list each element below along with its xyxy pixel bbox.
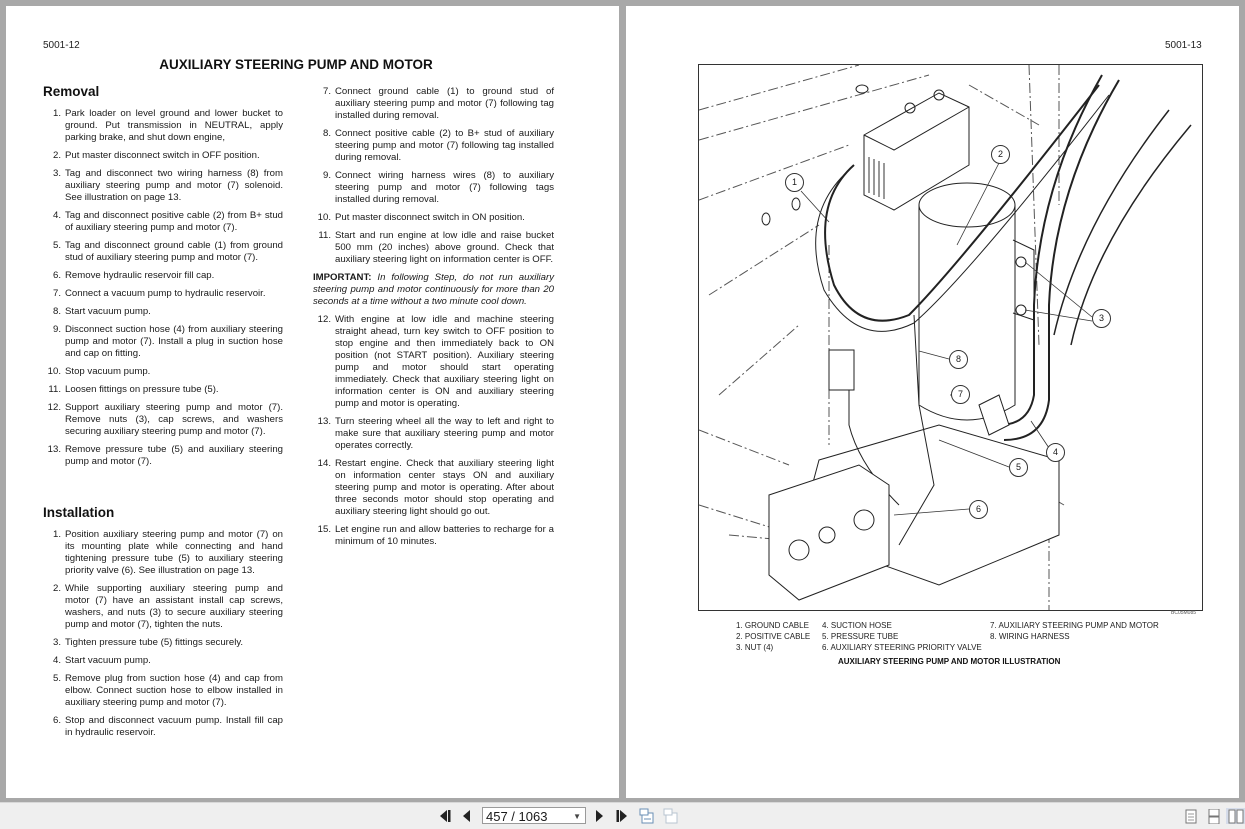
step: 1. Park loader on level ground and lower bucket to ground. Put transmission in NEUTRAL, apply parking brake, and shut down engine,	[52, 108, 283, 143]
installation-steps-continued	[313, 86, 554, 266]
step: 3. Tighten pressure tube (5) fittings securely.	[52, 637, 244, 648]
callout-8: 8	[949, 350, 968, 369]
step: 14. Restart engine. Check that auxiliary steering light on information center stays ON and auxiliary steering pump and motor is operating. After about three seconds motor should stop operating and auxiliary steering light should go out.	[317, 458, 554, 517]
step: 6. Remove hydraulic reservoir fill cap.	[52, 270, 215, 281]
step: 9. Connect wiring harness wires (8) to auxiliary steering pump and motor (7) following tags installed during removal.	[322, 170, 554, 205]
step: 5. Remove plug from suction hose (4) and cap from elbow. Connect suction hose to elbow installed in auxiliary steering pump and motor (7).	[52, 673, 283, 708]
step: 7. Connect a vacuum pump to hydraulic reservoir.	[52, 288, 266, 299]
legend-col-1: 1. GROUND CABLE 2. POSITIVE CABLE 3. NUT (4)	[736, 621, 811, 652]
step: 8. Connect positive cable (2) to B+ stud of auxiliary steering pump and motor (7) following tag installed during removal.	[322, 128, 554, 163]
next-page-icon	[595, 810, 604, 822]
callout-4: 4	[1046, 443, 1065, 462]
step: 1. Position auxiliary steering pump and motor (7) on its mounting plate while connecting and hand tightening pressure tube (5) to auxiliary steering priority valve (6). See illustration on page 13.	[52, 529, 283, 576]
step: 13. Remove pressure tube (5) and auxiliary steering pump and motor (7).	[47, 444, 283, 467]
step: 15. Let engine run and allow batteries to recharge for a minimum of 10 minutes.	[317, 524, 554, 547]
viewer-toolbar	[0, 802, 1245, 829]
callout-3: 3	[1092, 309, 1111, 328]
step: 12. Support auxiliary steering pump and motor (7). Remove nuts (3), cap screws, and washers securing auxiliary steering pump and motor (7).	[47, 402, 283, 437]
page-title: AUXILIARY STEERING PUMP AND MOTOR	[159, 57, 433, 72]
next-page-button[interactable]	[593, 808, 605, 824]
step: 11. Loosen fittings on pressure tube (5).	[48, 384, 219, 395]
continuous-view-button[interactable]	[1207, 808, 1221, 824]
forward-view-icon	[663, 808, 679, 824]
important-note: IMPORTANT: In following Step, do not run auxiliary steering pump and motor continuously for more than 20 seconds at a time without a two minute cool down.	[313, 272, 554, 307]
callout-1: 1	[785, 173, 804, 192]
go-back-view-button[interactable]	[638, 808, 656, 824]
page-dropdown-icon[interactable]: ▼	[573, 812, 581, 821]
page-number: 5001-12	[43, 40, 80, 51]
installation-heading: Installation	[43, 505, 115, 520]
installation-steps	[43, 529, 283, 739]
removal-steps	[43, 108, 283, 468]
removal-heading: Removal	[43, 84, 100, 99]
page-number-input[interactable]: 457 / 1063 ▼	[482, 807, 586, 824]
legend-col-2: 4. SUCTION HOSE 5. PRESSURE TUBE 6. AUXILIARY STEERING PRIORITY VALVE	[822, 621, 982, 652]
installation-steps-continued-2	[313, 314, 554, 548]
callout-7: 7	[951, 385, 970, 404]
left-column	[43, 86, 283, 745]
first-page-icon	[438, 810, 452, 822]
pump-motor-illustration	[698, 64, 1203, 611]
callout-2: 2	[991, 145, 1010, 164]
two-page-view-button[interactable]	[1226, 808, 1245, 824]
single-page-icon	[1185, 809, 1197, 824]
right-page	[626, 6, 1239, 798]
prev-page-icon	[462, 810, 471, 822]
callout-6: 6	[969, 500, 988, 519]
step: 5. Tag and disconnect ground cable (1) from ground stud of auxiliary steering pump and motor (7).	[52, 240, 283, 263]
last-page-button[interactable]	[614, 808, 630, 824]
step: 2. Put master disconnect switch in OFF position.	[52, 150, 260, 161]
step: 2. While supporting auxiliary steering pump and motor (7) have an assistant install cap screws, washers, and nuts (3) to secure auxiliary steering pump and motor (7), tighten the nuts.	[52, 583, 283, 630]
single-page-view-button[interactable]	[1184, 808, 1198, 824]
back-view-icon	[639, 808, 655, 824]
page-number: 5001-13	[1165, 40, 1202, 51]
step: 4. Tag and disconnect positive cable (2) from B+ stud of auxiliary steering pump and motor (7).	[52, 210, 283, 233]
step: 12. With engine at low idle and machine steering straight ahead, turn key switch to OFF position to stop engine and then immediately back to ON position (not START position). Auxiliary steering pump and motor should start operating immediately. Check that auxiliary steering light on information center is ON and auxiliary steering pump and motor is operating.	[317, 314, 554, 409]
legend-col-3: 7. AUXILIARY STEERING PUMP AND MOTOR 8. WIRING HARNESS	[990, 621, 1159, 641]
figure-code: BC05M085	[1171, 610, 1197, 616]
step: 9. Disconnect suction hose (4) from auxiliary steering pump and motor (7). Install a plug in suction hose and cap on fitting.	[52, 324, 283, 359]
first-page-button[interactable]	[437, 808, 453, 824]
step: 10. Stop vacuum pump.	[47, 366, 151, 377]
figure-caption: AUXILIARY STEERING PUMP AND MOTOR ILLUSTRATION	[838, 657, 1061, 666]
step: 6. Stop and disconnect vacuum pump. Install fill cap in hydraulic reservoir.	[52, 715, 283, 738]
step: 7. Connect ground cable (1) to ground stud of auxiliary steering pump and motor (7) following tag installed during removal.	[322, 86, 554, 121]
go-forward-view-button[interactable]	[662, 808, 680, 824]
step: 10. Put master disconnect switch in ON position.	[317, 212, 525, 223]
step: 4. Start vacuum pump.	[52, 655, 151, 666]
left-page	[6, 6, 619, 798]
last-page-icon	[615, 810, 629, 822]
step: 11. Start and run engine at low idle and raise bucket 500 mm (20 inches) above ground. Check that auxiliary steering light on information center is OFF.	[318, 230, 554, 265]
callout-5: 5	[1009, 458, 1028, 477]
step: 8. Start vacuum pump.	[52, 306, 151, 317]
two-page-icon	[1228, 809, 1244, 824]
step: 3. Tag and disconnect two wiring harness (8) from auxiliary steering pump and motor (7) solenoid. See illustration on page 13.	[52, 168, 283, 203]
step: 13. Turn steering wheel all the way to left and right to make sure that auxiliary steering pump and motor operates correctly.	[317, 416, 554, 451]
right-column	[313, 86, 554, 554]
continuous-page-icon	[1208, 809, 1220, 824]
prev-page-button[interactable]	[460, 808, 472, 824]
